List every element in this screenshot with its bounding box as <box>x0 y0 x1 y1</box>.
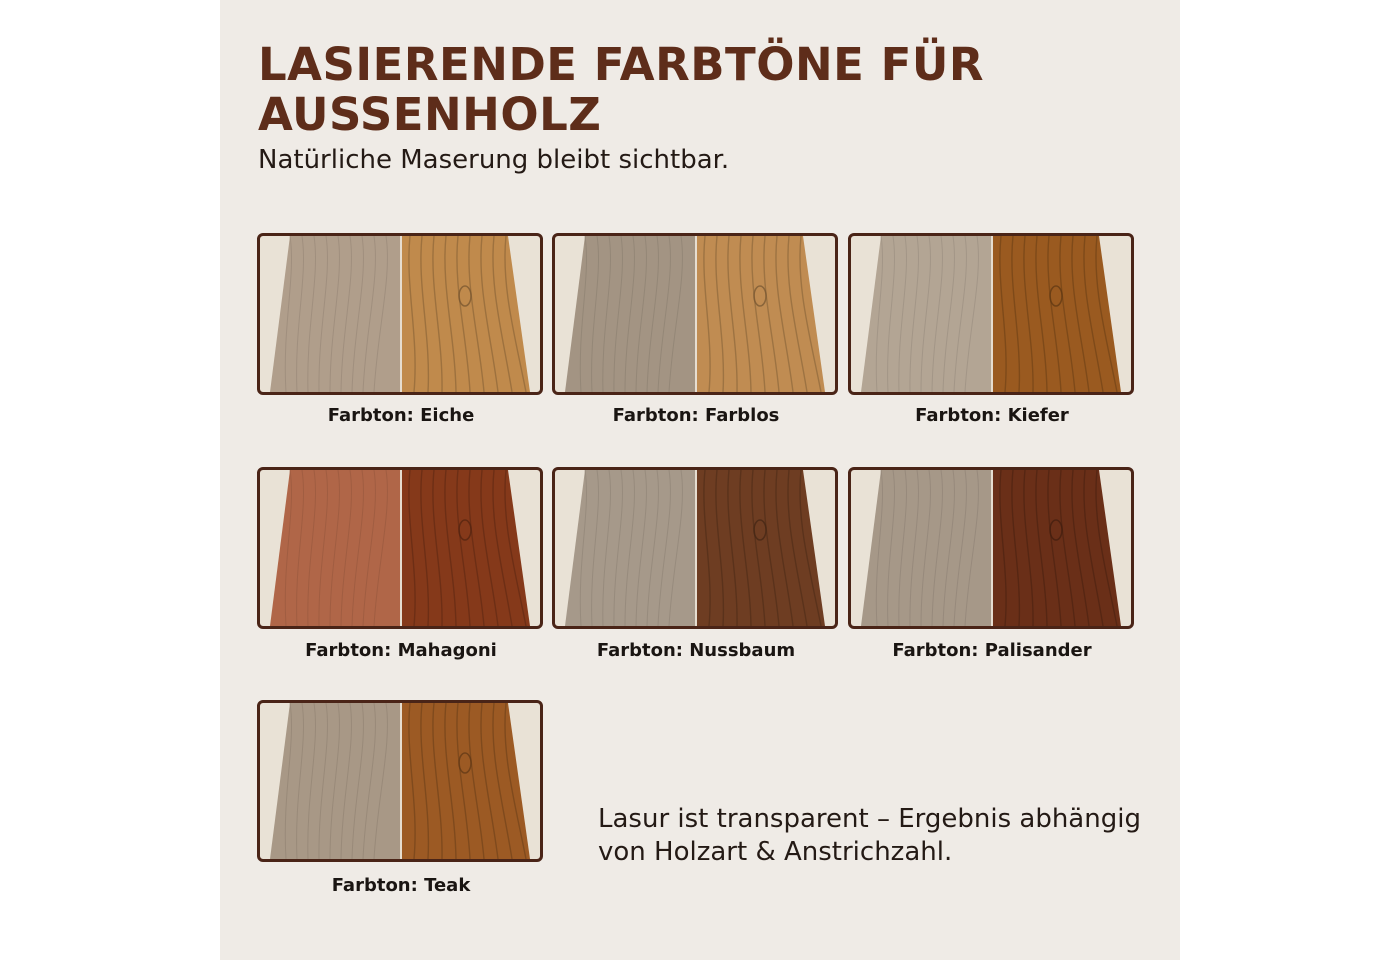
wood-boards-kiefer <box>851 236 1131 392</box>
wood-boards-nussbaum <box>555 470 835 626</box>
wood-boards-teak <box>260 703 540 859</box>
swatch-caption-farblos: Farbton: Farblos <box>612 405 780 426</box>
swatch-caption-eiche: Farbton: Eiche <box>327 405 475 426</box>
swatch-caption-palisander: Farbton: Palisander <box>892 640 1092 661</box>
swatch-farblos <box>552 233 838 395</box>
swatch-palisander <box>848 467 1134 629</box>
transparency-note: Lasur ist transparent – Ergebnis abhängig von Holzart & Anstrichzahl. <box>598 804 1141 867</box>
swatch-kiefer <box>848 233 1134 395</box>
swatch-nussbaum <box>552 467 838 629</box>
wood-boards-eiche <box>260 236 540 392</box>
swatch-caption-nussbaum: Farbton: Nussbaum <box>596 640 796 661</box>
wood-boards-farblos <box>555 236 835 392</box>
swatch-caption-teak: Farbton: Teak <box>331 875 471 896</box>
page-title: LASIERENDE FARBTÖNE FÜR AUSSENHOLZ <box>258 38 985 141</box>
page-subtitle: Natürliche Maserung bleibt sichtbar. <box>258 145 730 175</box>
wood-boards-palisander <box>851 470 1131 626</box>
content-panel <box>220 0 1180 960</box>
wood-boards-mahagoni <box>260 470 540 626</box>
swatch-caption-kiefer: Farbton: Kiefer <box>915 405 1069 426</box>
swatch-teak <box>257 700 543 862</box>
swatch-eiche <box>257 233 543 395</box>
swatch-mahagoni <box>257 467 543 629</box>
swatch-caption-mahagoni: Farbton: Mahagoni <box>305 640 497 661</box>
